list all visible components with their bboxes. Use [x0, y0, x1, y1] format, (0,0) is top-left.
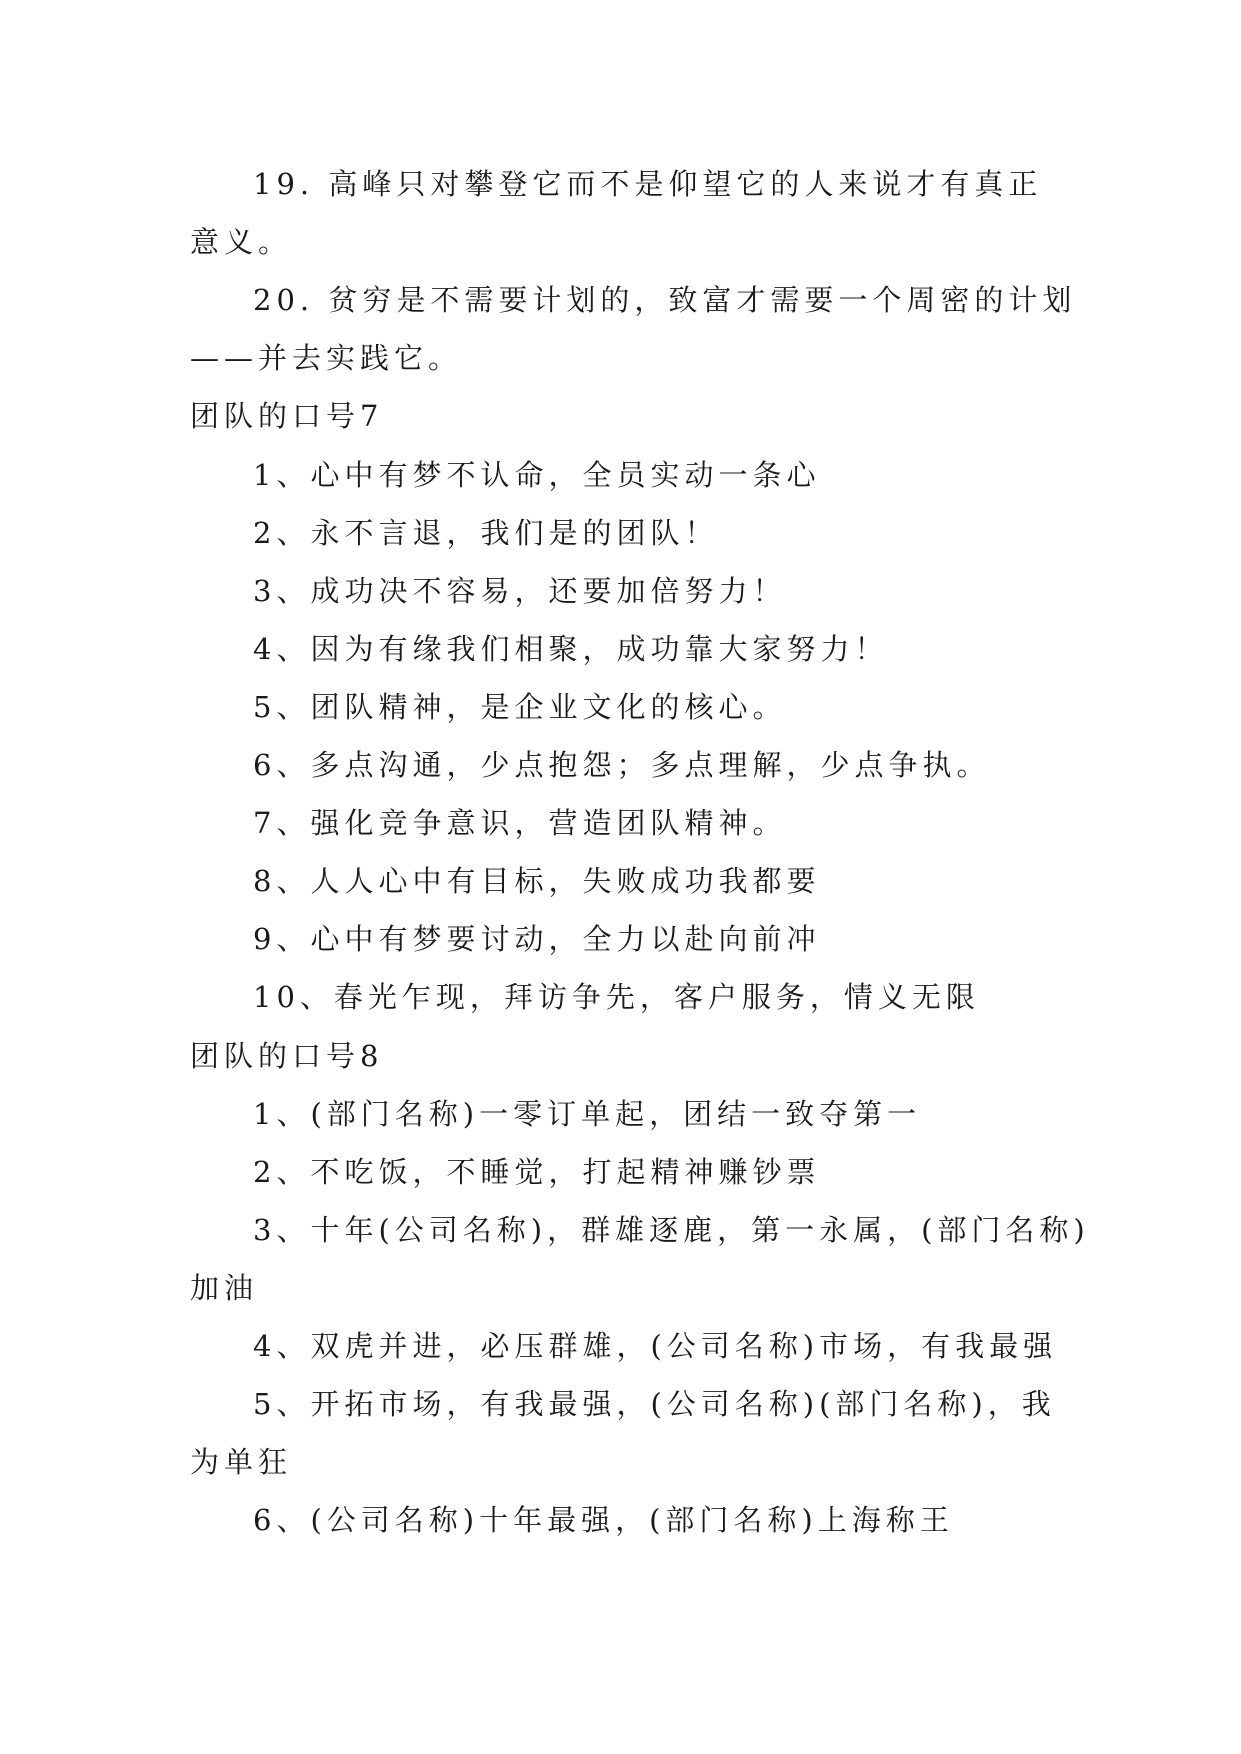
list-item: 1、心中有梦不认命，全员实动一条心 [253, 458, 821, 492]
list-item: 7、强化竞争意识，营造团队精神。 [253, 806, 787, 840]
list-item: 5、团队精神，是企业文化的核心。 [253, 690, 787, 724]
list-item: 3、十年(公司名称)，群雄逐鹿，第一永属，(部门名称) [253, 1213, 1090, 1247]
list-item-continuation: 为单狂 [190, 1445, 293, 1479]
list-item: 8、人人心中有目标，失败成功我都要 [253, 864, 821, 898]
list-item: 4、因为有缘我们相聚，成功靠大家努力！ [253, 632, 889, 666]
list-item: 10、春光乍现，拜访争先，客户服务，情义无限 [253, 980, 980, 1014]
paragraph-line: 20. 贫穷是不需要计划的，致富才需要一个周密的计划 [253, 283, 1077, 317]
paragraph-line: 意义。 [190, 225, 293, 259]
section-heading: 团队的口号7 [190, 399, 384, 433]
section-heading: 团队的口号8 [190, 1039, 384, 1073]
list-item: 1、(部门名称)一零订单起，团结一致夺第一 [253, 1097, 922, 1131]
list-item: 2、不吃饭，不睡觉，打起精神赚钞票 [253, 1155, 821, 1189]
paragraph-line: ——并去实践它。 [190, 341, 463, 375]
paragraph-line: 19. 高峰只对攀登它而不是仰望它的人来说才有真正 [253, 167, 1043, 201]
list-item-continuation: 加油 [190, 1271, 259, 1305]
list-item: 4、双虎并进，必压群雄，(公司名称)市场，有我最强 [253, 1329, 1058, 1363]
list-item: 3、成功决不容易，还要加倍努力！ [253, 574, 787, 608]
list-item: 2、永不言退，我们是的团队！ [253, 516, 719, 550]
list-item: 9、心中有梦要讨动，全力以赴向前冲 [253, 922, 821, 956]
list-item: 6、多点沟通，少点抱怨；多点理解，少点争执。 [253, 748, 991, 782]
list-item: 6、(公司名称)十年最强，(部门名称)上海称王 [253, 1503, 954, 1537]
list-item: 5、开拓市场，有我最强，(公司名称)(部门名称)，我 [253, 1387, 1056, 1421]
